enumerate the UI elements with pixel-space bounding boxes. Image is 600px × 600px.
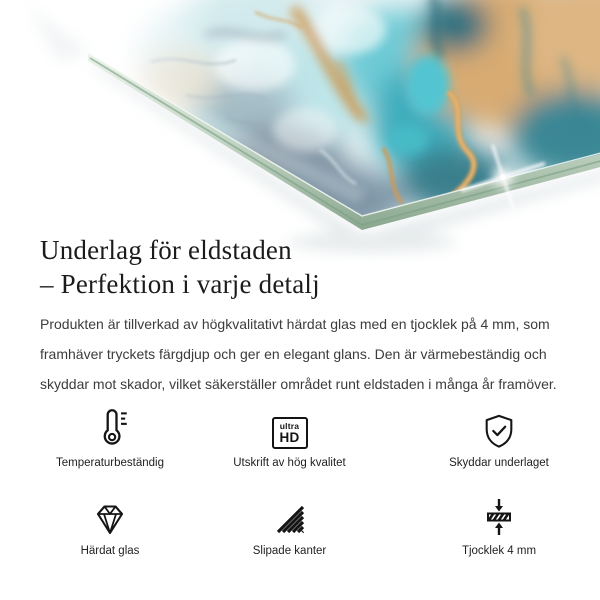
feature-label: Slipade kanter <box>252 545 327 557</box>
shield-check-icon <box>480 403 518 449</box>
feature-label: Utskrift av hög kvalitet <box>233 457 346 469</box>
feature-protection <box>399 403 599 469</box>
feature-thickness <box>399 491 599 557</box>
feature-print-quality <box>192 403 387 469</box>
feature-label: Temperaturbeständig <box>55 457 165 469</box>
feature-label: Härdat glas <box>80 545 140 557</box>
feature-grid <box>40 403 600 557</box>
fluid-art-print <box>0 0 600 262</box>
page-title <box>40 233 560 301</box>
thermometer-icon <box>89 403 131 449</box>
bevelled-edges-icon <box>270 491 310 537</box>
product-hero-image <box>0 0 600 262</box>
feature-tempered-glass <box>40 491 180 557</box>
ultra-hd-icon: ultra HD <box>272 403 308 449</box>
feature-polished-edges <box>192 491 387 557</box>
page-title-line1: Underlag för eldstaden <box>40 235 292 265</box>
diamond-icon <box>90 491 130 537</box>
feature-label: Tjocklek 4 mm <box>461 545 537 557</box>
product-description: Produkten är tillverkad av högkvalitativt härdat glas med en tjocklek på 4 mm, som framhäver tryckets färgdjup och ger en elegant glans. Den är värmebeständig och skyddar mot skador, vilket säkerställer området runt eldstaden i många år framöver. <box>40 316 557 392</box>
glass-panel-artwork <box>0 0 600 262</box>
page-title-line2: – Perfektion i varje detalj <box>40 269 320 299</box>
thickness-arrows-icon <box>479 491 519 537</box>
feature-temperature <box>40 403 180 469</box>
feature-label: Skyddar underlaget <box>449 457 549 469</box>
